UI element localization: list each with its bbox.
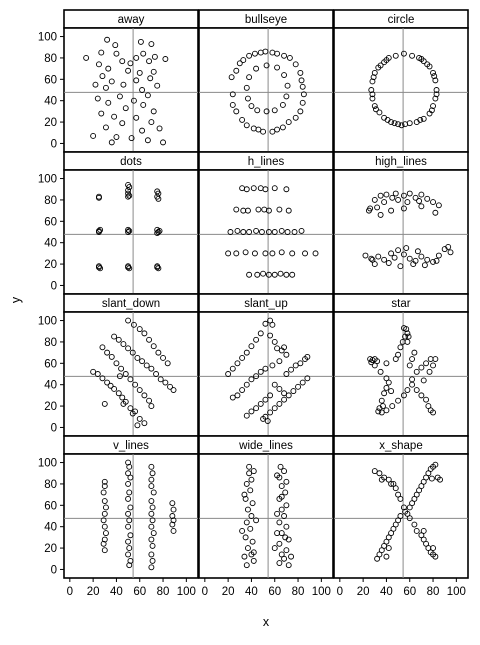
x-tick-label: 40 bbox=[110, 586, 123, 598]
y-tick-label: 60 bbox=[44, 500, 57, 513]
strip-label-star: star bbox=[391, 298, 411, 310]
strip-label-away: away bbox=[117, 14, 145, 26]
x-tick-label: 60 bbox=[403, 586, 417, 598]
x-tick-label: 80 bbox=[291, 586, 305, 598]
strip-label-bullseye: bullseye bbox=[244, 14, 288, 26]
strip-label-dots: dots bbox=[120, 156, 142, 168]
x-tick-label: 40 bbox=[380, 586, 393, 598]
strip-label-wide_lines: wide_lines bbox=[239, 440, 293, 452]
x-tick-label: 20 bbox=[86, 586, 100, 598]
y-tick-label: 40 bbox=[44, 521, 57, 534]
strip-label-slant_down: slant_down bbox=[101, 298, 161, 310]
x-tick-label: 40 bbox=[245, 586, 258, 598]
strip-label-slant_up: slant_up bbox=[244, 298, 288, 310]
plot-area-v_lines bbox=[64, 454, 198, 578]
panel-wide_lines bbox=[199, 436, 333, 578]
panel-x_shape bbox=[334, 436, 468, 578]
strip-label-high_lines: high_lines bbox=[375, 156, 427, 168]
y-tick-label: 100 bbox=[37, 315, 57, 328]
x-tick-label: 100 bbox=[176, 586, 196, 598]
y-tick-label: 0 bbox=[50, 564, 57, 577]
y-tick-label: 20 bbox=[44, 259, 57, 272]
y-tick-label: 100 bbox=[37, 173, 57, 186]
x-tick-label: 100 bbox=[446, 586, 466, 598]
y-tick-label: 60 bbox=[44, 358, 57, 371]
y-tick-label: 20 bbox=[44, 543, 57, 556]
y-tick-label: 20 bbox=[44, 401, 57, 414]
plot-area-away bbox=[64, 28, 198, 152]
y-tick-label: 60 bbox=[44, 74, 57, 87]
x-tick-label: 0 bbox=[66, 586, 74, 598]
strip-label-x_shape: x_shape bbox=[379, 440, 423, 452]
panels-layer bbox=[64, 10, 468, 578]
y-tick-label: 0 bbox=[50, 138, 57, 151]
x-tick-label: 0 bbox=[336, 586, 344, 598]
y-tick-label: 40 bbox=[44, 237, 57, 250]
y-tick-label: 0 bbox=[50, 280, 57, 293]
plot-area-circle bbox=[334, 28, 468, 152]
x-tick-label: 60 bbox=[133, 586, 147, 598]
x-tick-label: 100 bbox=[311, 586, 331, 598]
panel-dots bbox=[64, 152, 198, 294]
x-tick-label: 60 bbox=[268, 586, 282, 598]
y-axis-title: y bbox=[9, 296, 23, 304]
y-tick-label: 80 bbox=[44, 478, 57, 491]
x-tick-label: 80 bbox=[426, 586, 440, 598]
y-tick-label: 80 bbox=[44, 194, 57, 207]
strip-label-h_lines: h_lines bbox=[247, 156, 285, 168]
plot-area-x_shape bbox=[334, 454, 468, 578]
plot-area-wide_lines bbox=[199, 454, 333, 578]
y-tick-label: 0 bbox=[50, 422, 57, 435]
y-tick-label: 40 bbox=[44, 379, 57, 392]
strip-label-circle: circle bbox=[387, 14, 415, 26]
panel-circle bbox=[334, 10, 468, 152]
panel-slant_up bbox=[199, 294, 333, 436]
plot-area-star bbox=[334, 312, 468, 436]
panel-high_lines bbox=[334, 152, 468, 294]
y-tick-label: 80 bbox=[44, 52, 57, 65]
y-tick-label: 100 bbox=[37, 31, 57, 44]
x-tick-label: 80 bbox=[156, 586, 170, 598]
y-tick-label: 60 bbox=[44, 216, 57, 229]
y-tick-label: 20 bbox=[44, 117, 57, 130]
x-tick-label: 20 bbox=[221, 586, 235, 598]
panel-h_lines bbox=[199, 152, 333, 294]
plot-area-slant_up bbox=[199, 312, 333, 436]
panel-bullseye bbox=[199, 10, 333, 152]
panel-slant_down bbox=[64, 294, 198, 436]
strip-label-v_lines: v_lines bbox=[113, 440, 149, 452]
x-tick-label: 20 bbox=[356, 586, 370, 598]
x-axis-title: x bbox=[262, 615, 270, 629]
plot-area-bullseye bbox=[199, 28, 333, 152]
panel-away bbox=[64, 10, 198, 152]
y-tick-label: 100 bbox=[37, 457, 57, 470]
x-tick-label: 0 bbox=[201, 586, 209, 598]
y-tick-label: 40 bbox=[44, 95, 57, 108]
y-tick-label: 80 bbox=[44, 336, 57, 349]
plot-area-slant_down bbox=[64, 312, 198, 436]
panel-v_lines bbox=[64, 436, 198, 578]
panel-star bbox=[334, 294, 468, 436]
plot-area-high_lines bbox=[334, 170, 468, 294]
